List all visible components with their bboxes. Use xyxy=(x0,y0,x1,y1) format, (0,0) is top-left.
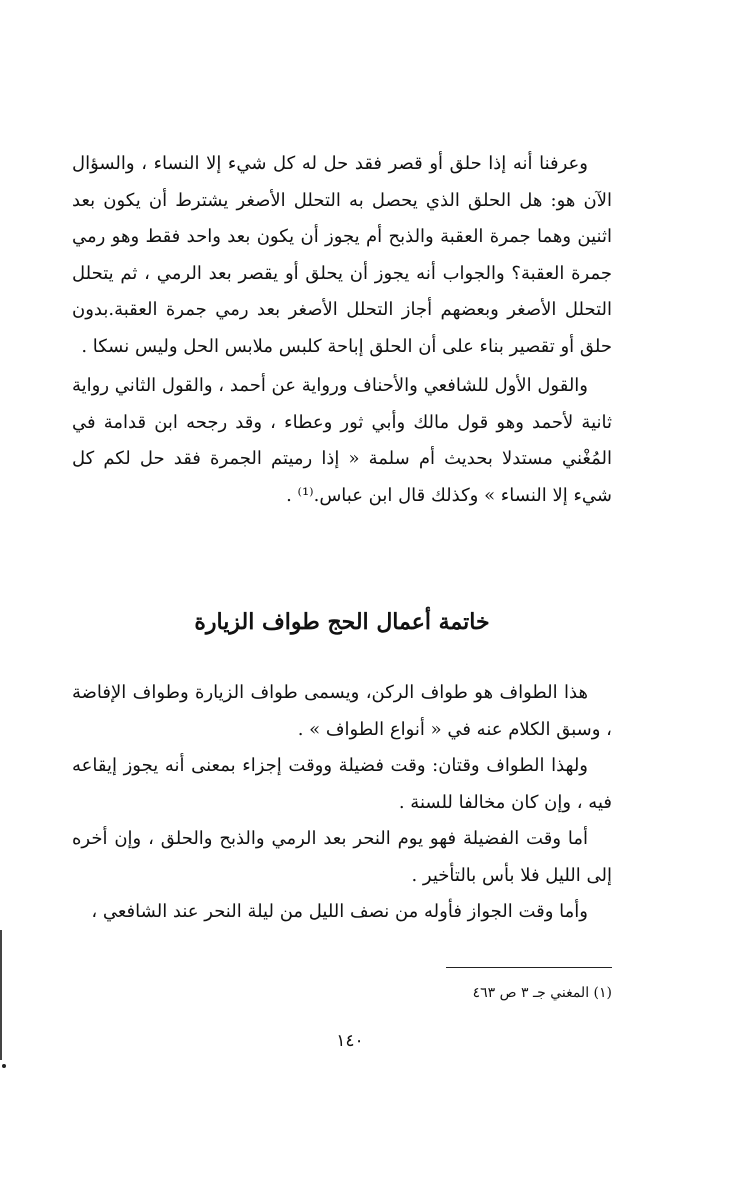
section-title: خاتمة أعمال الحج طواف الزيارة xyxy=(194,609,490,636)
paragraph: والقول الأول للشافعي والأحناف ورواية عن أحمد ، والقول الثاني رواية ثانية لأحمد وهو قول مالك وأبي ثور وعطاء ، وقد رجحه ابن قدامة في المُغْني مستدلا بحديث أم سلمة « إذا رميتم الجمرة فقد حل لكم كل شيء إلا النساء » وكذلك قال ابن عباس.⁽¹⁾ . xyxy=(72,375,612,506)
paragraph: ولهذا الطواف وقتان: وقت فضيلة ووقت إجزاء بمعنى أنه يجوز إيقاعه فيه ، وإن كان مخالفا للسنة . xyxy=(72,755,612,813)
body-text-middle xyxy=(72,368,612,514)
scan-edge-mark xyxy=(0,930,2,1060)
paragraph: هذا الطواف هو طواف الركن، ويسمى طواف الزيارة وطواف الإفاضة ، وسبق الكلام عنه في « أنواع الطواف » . xyxy=(72,682,612,740)
footnote-divider xyxy=(446,967,612,968)
footnote: (١) المغني جـ ٣ ص ٤٦٣ xyxy=(472,985,612,1001)
paragraph: وعرفنا أنه إذا حلق أو قصر فقد حل له كل شيء إلا النساء ، والسؤال الآن هو: هل الحلق الذي يحصل به التحلل الأصغر يشترط أن يكون بعد اثنين وهما جمرة العقبة والذبح أم يجوز أن يكون بعد واحد فقط وهو رمي جمرة العقبة؟ والجواب أنه يجوز أن يحلق أو يقصر بعد الرمي ، ثم يتحلل التحلل الأصغر وبعضهم أجاز التحلل الأصغر بعد رمي جمرة العقبة.بدون حلق أو تقصير بناء على أن الحلق إباحة كلبس ملابس الحل وليس نسكا . xyxy=(72,153,612,357)
paragraph: وأما وقت الجواز فأوله من نصف الليل من ليلة النحر عند الشافعي ، xyxy=(91,901,588,922)
body-text-bottom xyxy=(72,675,612,931)
page-number: ١٤٠ xyxy=(336,1031,364,1051)
body-text-top xyxy=(72,146,612,365)
scan-dot-mark xyxy=(2,1064,6,1068)
paragraph: أما وقت الفضيلة فهو يوم النحر بعد الرمي والذبح والحلق ، وإن أخره إلى الليل فلا بأس بالتأخير . xyxy=(72,828,612,886)
